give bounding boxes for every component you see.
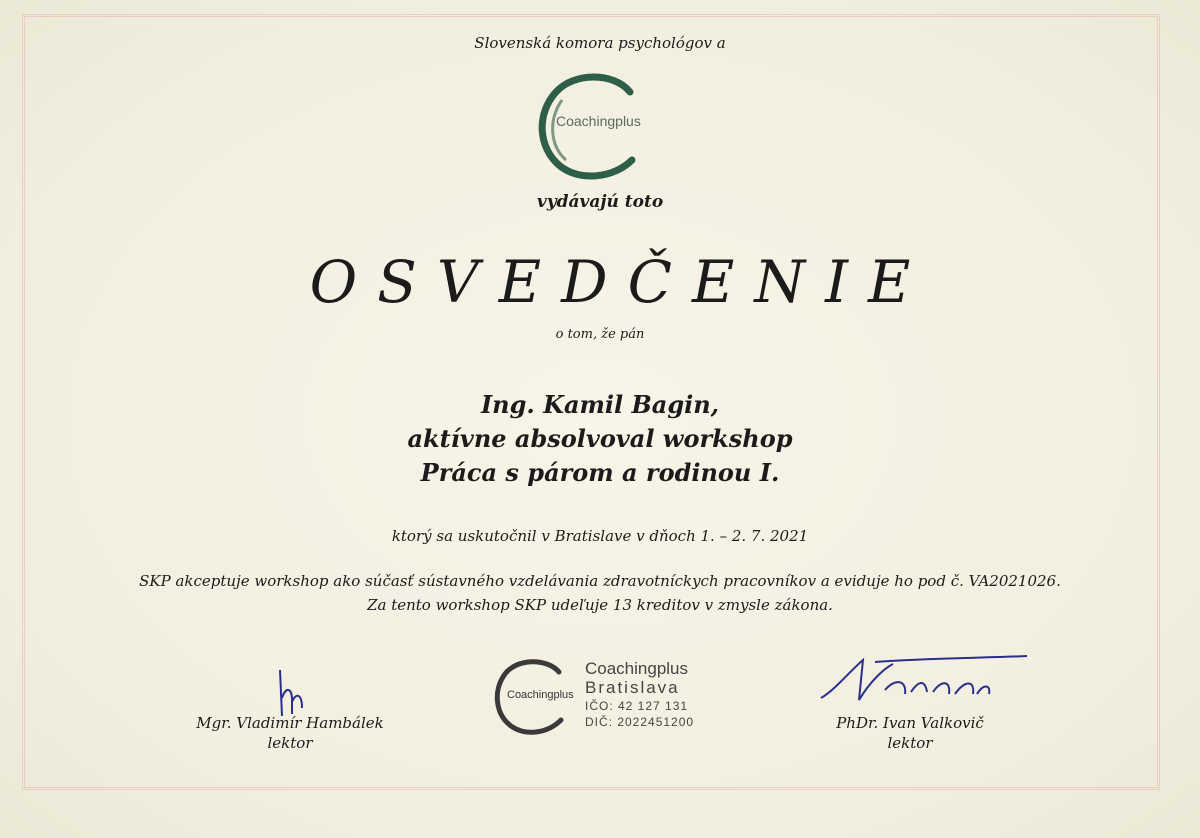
- recipient-name: Ing. Kamil Bagin,: [480, 390, 720, 419]
- signer-right: [795, 714, 1025, 752]
- logo-text: Coachingplus: [556, 113, 641, 129]
- stamp-ring-text: Coachingplus: [507, 689, 574, 701]
- certificate-title: OSVEDČENIE: [309, 248, 931, 316]
- skp-accreditation: SKP akceptuje workshop ako súčasť sústavného vzdelávania zdravotníckych pracovníkov a eviduje ho pod č. VA2021026.: [139, 572, 1061, 590]
- skp-credits: Za tento workshop SKP udeľuje 13 kreditov v zmysle zákona.: [367, 596, 833, 614]
- stamp-city: Bratislava: [585, 678, 680, 697]
- signature-left-icon: [270, 668, 310, 718]
- stamp-ico: IČO: 42 127 131: [585, 699, 689, 713]
- stamp-company-name: Coachingplus: [585, 659, 689, 678]
- issuer-intro: Slovenská komora psychológov a: [474, 34, 726, 52]
- issue-line: vydávajú toto: [536, 192, 664, 212]
- certificate-subtitle: o tom, že pán: [555, 327, 645, 342]
- signer-left: [180, 714, 400, 752]
- signer-left-name: Mgr. Vladimír Hambálek: [196, 714, 384, 732]
- signer-right-role: lektor: [887, 734, 933, 752]
- completion-statement: aktívne absolvoval workshop: [407, 424, 793, 453]
- signer-left-role: lektor: [267, 734, 313, 752]
- signer-right-name: PhDr. Ivan Valkovič: [836, 714, 984, 732]
- signature-right-icon: [815, 650, 1035, 710]
- workshop-title: Práca s párom a rodinou I.: [420, 458, 780, 487]
- event-line: ktorý sa uskutočnil v Bratislave v dňoch 1. – 2. 7. 2021: [391, 527, 809, 545]
- company-stamp: [493, 656, 703, 736]
- stamp-dic: DIČ: 2022451200: [585, 715, 695, 729]
